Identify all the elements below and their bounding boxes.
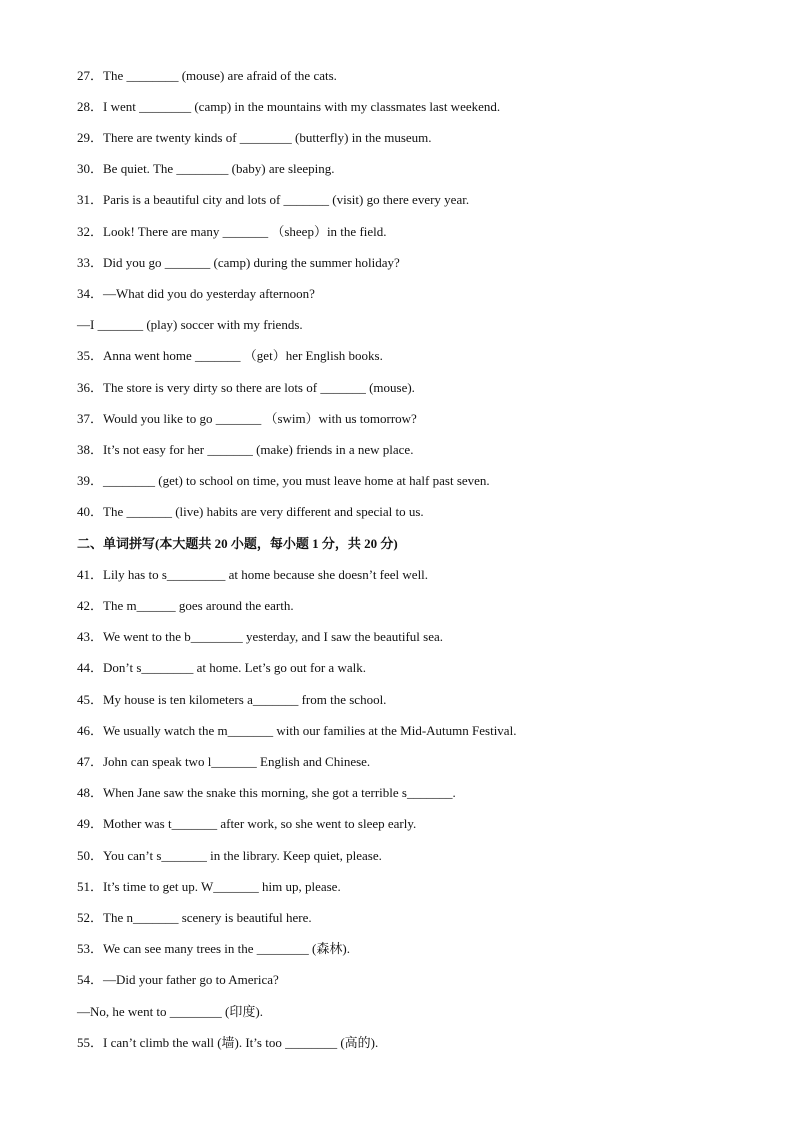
- question-44: 44．Don’t s________ at home. Let’s go out for a walk.: [77, 660, 366, 675]
- question-39: 39．________ (get) to school on time, you must leave home at half past seven.: [77, 473, 490, 488]
- question-50: 50．You can’t s_______ in the library. Keep quiet, please.: [77, 848, 382, 863]
- question-55: 55．I can’t climb the wall (墙). It’s too ________ (高的).: [77, 1035, 379, 1050]
- question-31: 31．Paris is a beautiful city and lots of _______ (visit) go there every year.: [77, 192, 470, 207]
- question-47: 47．John can speak two l_______ English and Chinese.: [77, 754, 371, 769]
- question-35: 35．Anna went home _______ （get）her English books.: [77, 348, 383, 363]
- question-28: 28．I went ________ (camp) in the mountains with my classmates last weekend.: [77, 99, 501, 114]
- question-29: 29．There are twenty kinds of ________ (butterfly) in the museum.: [77, 130, 432, 145]
- question-42: 42．The m______ goes around the earth.: [77, 598, 294, 613]
- section-heading: 二、单词拼写(本大题共 20 小题，每小题 1 分，共 20 分): [77, 536, 398, 551]
- question-33: 33．Did you go _______ (camp) during the summer holiday?: [77, 255, 400, 270]
- question-34-answer: —I _______ (play) soccer with my friends.: [77, 317, 303, 332]
- question-38: 38．It’s not easy for her _______ (make) friends in a new place.: [77, 442, 414, 457]
- question-54: 54．—Did your father go to America?: [77, 972, 279, 987]
- question-48: 48．When Jane saw the snake this morning, she got a terrible s_______.: [77, 785, 456, 800]
- question-30: 30．Be quiet. The ________ (baby) are sleeping.: [77, 161, 335, 176]
- question-54-answer: —No, he went to ________ (印度).: [77, 1004, 263, 1019]
- question-40: 40．The _______ (live) habits are very different and special to us.: [77, 504, 424, 519]
- question-51: 51．It’s time to get up. W_______ him up, please.: [77, 879, 341, 894]
- question-27: 27．The ________ (mouse) are afraid of the cats.: [77, 68, 337, 83]
- question-49: 49．Mother was t_______ after work, so she went to sleep early.: [77, 816, 417, 831]
- question-45: 45．My house is ten kilometers a_______ from the school.: [77, 692, 387, 707]
- question-43: 43．We went to the b________ yesterday, and I saw the beautiful sea.: [77, 629, 443, 644]
- question-52: 52．The n_______ scenery is beautiful here.: [77, 910, 312, 925]
- question-34: 34．—What did you do yesterday afternoon?: [77, 286, 315, 301]
- question-37: 37．Would you like to go _______ （swim）with us tomorrow?: [77, 411, 417, 426]
- question-53: 53．We can see many trees in the ________ (森林).: [77, 941, 350, 956]
- question-36: 36．The store is very dirty so there are lots of _______ (mouse).: [77, 380, 415, 395]
- question-41: 41．Lily has to s_________ at home because she doesn’t feel well.: [77, 567, 429, 582]
- question-32: 32．Look! There are many _______ （sheep）in the field.: [77, 224, 387, 239]
- question-46: 46．We usually watch the m_______ with our families at the Mid-Autumn Festival.: [77, 723, 517, 738]
